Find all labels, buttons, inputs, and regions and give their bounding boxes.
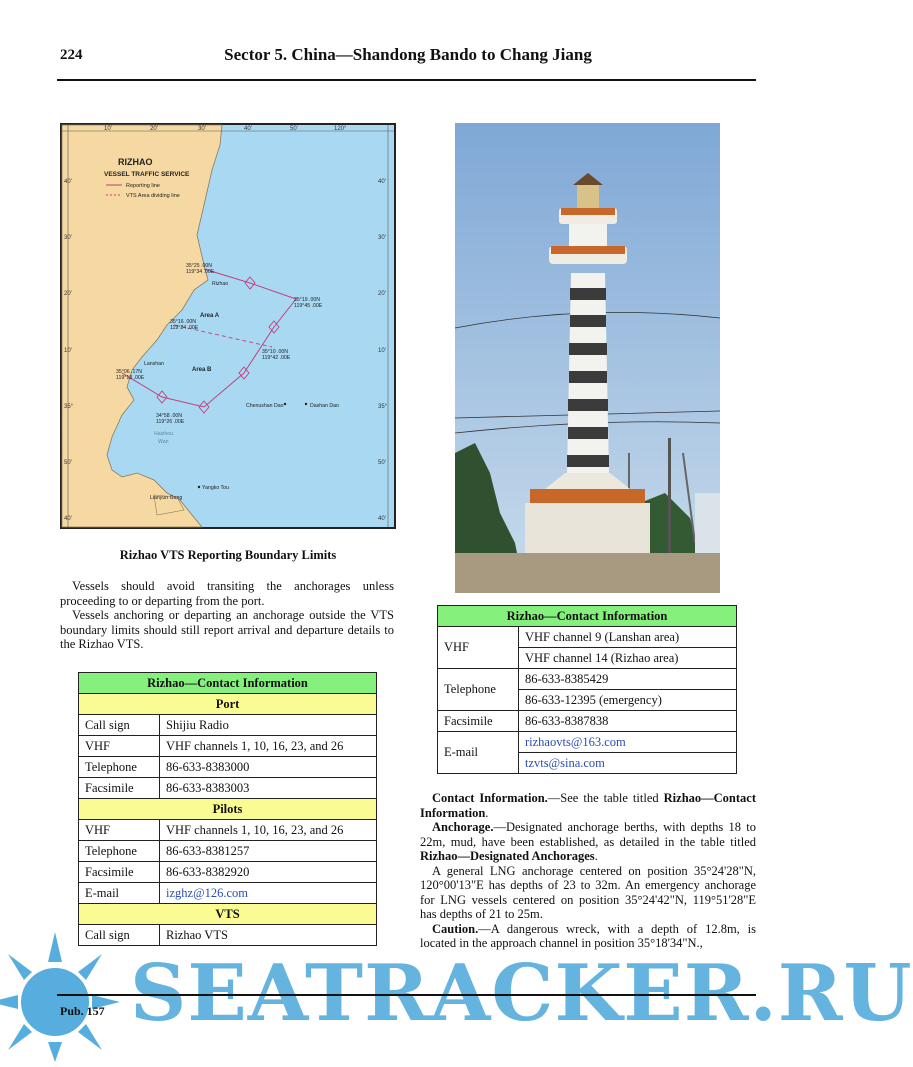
- row-label: Call sign: [79, 715, 160, 736]
- row-label: Telephone: [79, 757, 160, 778]
- place-label: Haizhou: [154, 431, 174, 437]
- row-label: E-mail: [79, 883, 160, 904]
- table-row: [438, 669, 737, 690]
- coord-label: 119°18 .00E: [116, 375, 145, 381]
- row-label: Telephone: [79, 841, 160, 862]
- bold-lead: Anchorage.: [432, 820, 494, 834]
- place-label: Dashan Dao: [310, 403, 339, 409]
- top-tick: 120°: [334, 126, 347, 132]
- coord-label: 35°25 .00N: [186, 263, 213, 269]
- left-tick: 30': [64, 235, 72, 241]
- left-tick: 10': [64, 348, 72, 354]
- top-tick: 40': [244, 126, 252, 132]
- row-value: 86-633-8383000: [160, 757, 377, 778]
- table-row: [79, 757, 377, 778]
- table-row: [79, 736, 377, 757]
- text: —A dangerous wreck, with a depth of 12.8m, is located in the approach channel in position 35°18'34"N.,: [420, 921, 756, 950]
- map-subtitle: VESSEL TRAFFIC SERVICE: [104, 171, 190, 178]
- coord-label: 35°19 .00N: [294, 297, 321, 303]
- text: —Designated anchorage berths, with depths 18 to 22m, mud, have been established, as detailed in the table titled: [420, 820, 756, 849]
- table-row: [79, 841, 377, 862]
- row-value: 86-633-8385429: [519, 669, 737, 690]
- place-label: Chenushan Dao: [246, 403, 284, 409]
- left-tick: 40': [64, 179, 72, 185]
- row-label: VHF: [79, 820, 160, 841]
- table-title: Rizhao—Contact Information: [438, 606, 737, 627]
- place-label: Lanshan: [144, 361, 164, 367]
- row-label: Facsimile: [79, 862, 160, 883]
- top-tick: 10': [104, 126, 112, 132]
- row-value: 86-633-8382920: [160, 862, 377, 883]
- paragraph: Vessels anchoring or departing an anchorage outside the VTS boundary limits should still report arrival and departure details to the Rizhao VTS.: [60, 608, 394, 651]
- place-label: Rizhao: [212, 281, 229, 287]
- text: .: [485, 805, 489, 820]
- coord-label: 35°16 .00N: [170, 319, 197, 325]
- bold-ref: Rizhao—Contact Information: [420, 791, 756, 820]
- legend-reporting: Reporting line: [126, 183, 160, 189]
- table-title: Rizhao—Contact Information: [79, 673, 377, 694]
- paragraph-lng: A general LNG anchorage centered on position 35°24'28"N, 120°00'13"E has depths of 23 to 32m. An emergency anchorage for LNG vessels centered on position 35°24'42"N, 119°51'28"E has depths of 21 to 25m.: [420, 863, 756, 921]
- watermark-sun-icon: [0, 932, 120, 1067]
- place-label: Wan: [158, 439, 169, 445]
- left-tick: 20': [64, 291, 72, 297]
- paragraph-caution: [420, 922, 756, 951]
- table-row: [438, 627, 737, 648]
- right-column-text: [420, 791, 756, 951]
- row-value: VHF channels 1, 10, 16, 23, and 26: [160, 820, 377, 841]
- table-row: [79, 925, 377, 946]
- left-tick: 50': [64, 460, 72, 466]
- email-link[interactable]: tzvts@sina.com: [519, 753, 737, 774]
- top-tick: 20': [150, 126, 158, 132]
- lighthouse-photo: [455, 123, 720, 593]
- contact-table-right: [437, 605, 737, 774]
- row-label: Facsimile: [79, 778, 160, 799]
- map-svg: [62, 125, 394, 527]
- text: —See the table titled: [547, 791, 664, 805]
- watermark-text: SEATRACKER.RU: [130, 948, 913, 1039]
- row-label: Facsimile: [438, 711, 519, 732]
- table-row: [438, 732, 737, 753]
- left-tick: 40': [64, 516, 72, 522]
- paragraph: Vessels should avoid transiting the anchorages unless proceeding to or departing from the port.: [60, 579, 394, 608]
- coord-label: 119°45 .00E: [294, 303, 323, 309]
- table-row: [79, 862, 377, 883]
- top-tick: 50': [290, 126, 298, 132]
- bold-ref: Rizhao—Designated Anchorages: [420, 849, 595, 863]
- coord-label: 119°26 .00E: [156, 419, 185, 425]
- paragraph-contact: [420, 791, 756, 820]
- contact-table-left: [78, 672, 377, 946]
- row-value: Shijiu Radio: [160, 715, 377, 736]
- bold-lead: Contact Information.: [432, 791, 548, 805]
- section-header-port: Port: [79, 694, 377, 715]
- legend-dividing: VTS Area dividing line: [126, 193, 180, 199]
- right-tick: 20': [378, 291, 386, 297]
- row-value: 86-633-8381257: [160, 841, 377, 862]
- vts-chart-map: [60, 123, 396, 529]
- coord-label: 119°24 .00E: [170, 325, 199, 331]
- place-label: Yangko Tou: [202, 485, 229, 491]
- email-link[interactable]: rizhaovts@163.com: [519, 732, 737, 753]
- section-header-pilots: Pilots: [79, 799, 377, 820]
- row-value: VHF channels 1, 10, 16, 23, and 26: [160, 736, 377, 757]
- coord-label: 35°06 .17N: [116, 369, 143, 375]
- coord-label: 119°34 .00E: [186, 269, 215, 275]
- footer-rule: [57, 994, 756, 996]
- area-a-label: Area A: [200, 313, 220, 319]
- right-tick: 30': [378, 235, 386, 241]
- table-row: [79, 883, 377, 904]
- table-row: [79, 778, 377, 799]
- table-row: [79, 820, 377, 841]
- area-b-label: Area B: [192, 367, 212, 373]
- row-value: VHF channel 9 (Lanshan area): [519, 627, 737, 648]
- right-tick: 50': [378, 460, 386, 466]
- table-row: [438, 711, 737, 732]
- row-label: VHF: [438, 627, 519, 669]
- row-label: VHF: [79, 736, 160, 757]
- row-value: 86-633-8387838: [519, 711, 737, 732]
- email-link[interactable]: izghz@126.com: [160, 883, 377, 904]
- coord-label: 34°58 .00N: [156, 413, 183, 419]
- right-tick: 40': [378, 516, 386, 522]
- left-tick: 35°: [64, 404, 74, 410]
- place-label: Lianyun Gang: [150, 495, 183, 501]
- map-caption: Rizhao VTS Reporting Boundary Limits: [119, 548, 337, 562]
- row-value: 86-633-12395 (emergency): [519, 690, 737, 711]
- left-column-text: [60, 579, 394, 652]
- right-tick: 40': [378, 179, 386, 185]
- table-row: [79, 715, 377, 736]
- paragraph-anchorage: [420, 820, 756, 864]
- page-title: Sector 5. China—Shandong Bando to Chang Jiang: [224, 45, 592, 64]
- row-value: Rizhao VTS: [160, 925, 377, 946]
- row-label: Telephone: [438, 669, 519, 711]
- section-header-vts: VTS: [79, 904, 377, 925]
- page-number: 224: [60, 47, 83, 63]
- top-tick: 30': [198, 126, 206, 132]
- row-value: VHF channel 14 (Rizhao area): [519, 648, 737, 669]
- row-label: Call sign: [79, 925, 160, 946]
- coord-label: 35°10 .00N: [262, 349, 289, 355]
- map-title: RIZHAO: [118, 157, 153, 167]
- publication-number: Pub. 157: [60, 1004, 105, 1018]
- row-label: E-mail: [438, 732, 519, 774]
- bold-lead: Caution.: [432, 921, 479, 936]
- row-value: 86-633-8383003: [160, 778, 377, 799]
- text: .: [594, 849, 598, 863]
- right-tick: 35°: [378, 404, 388, 410]
- header-rule: [57, 79, 756, 81]
- lighthouse-illustration: [455, 123, 720, 593]
- right-tick: 10': [378, 348, 386, 354]
- coord-label: 119°42 .00E: [262, 355, 291, 361]
